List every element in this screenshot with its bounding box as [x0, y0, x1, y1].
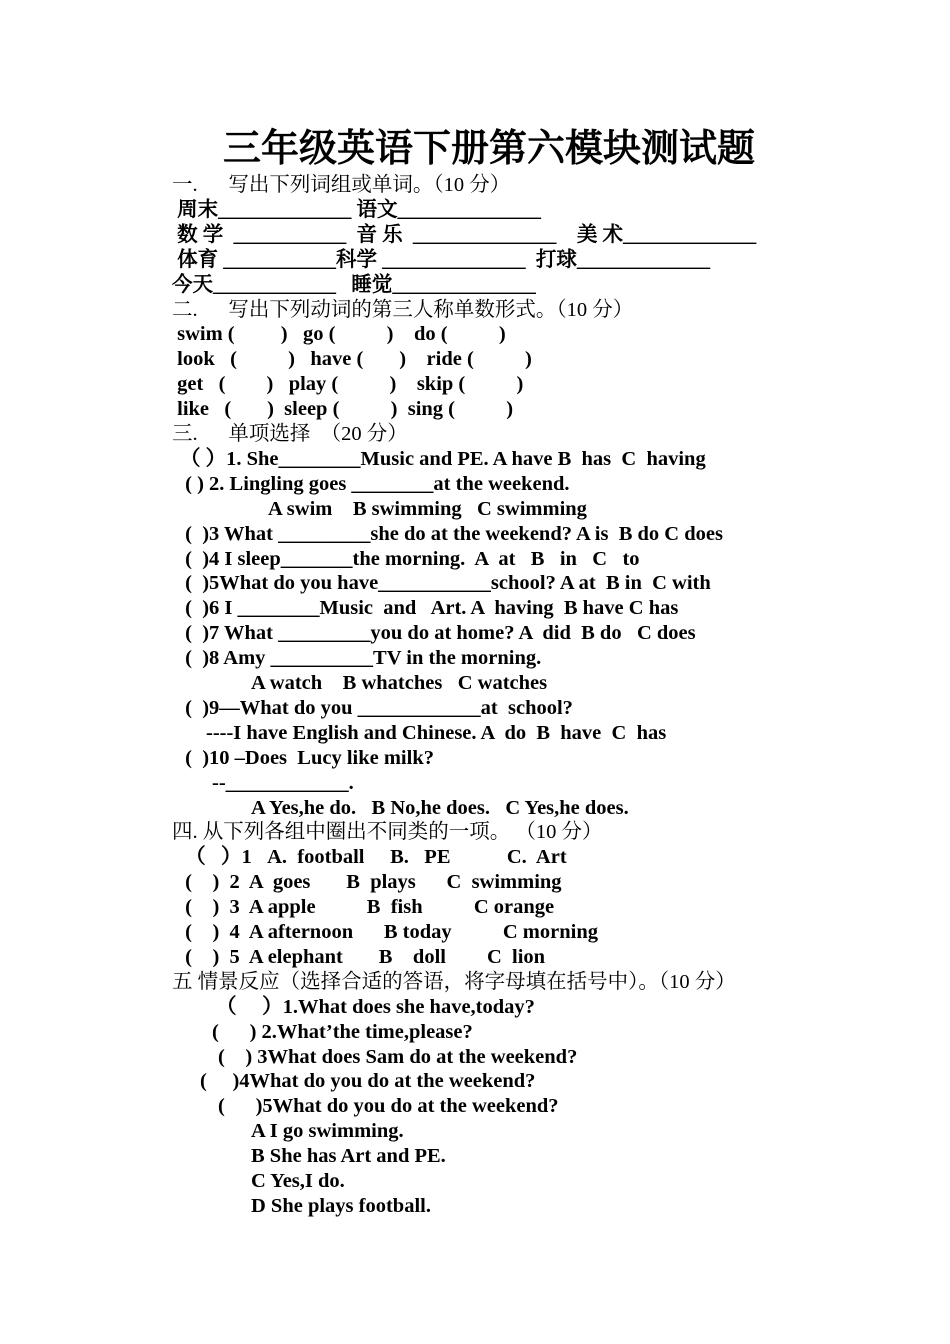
exam-line: ( )3 What _________she do at the weekend? A is B do C does [180, 522, 723, 545]
section-heading: 三. 单项选择 （20 分） [172, 423, 408, 445]
exam-line: ( )4What do you do at the weekend? [200, 1070, 536, 1093]
exam-line: C Yes,I do. [251, 1170, 345, 1192]
exam-line: （ ）1 A. football B. PE C. Art [180, 846, 567, 869]
exam-line: A Yes,he do. B No,he does. C Yes,he does. [251, 796, 629, 819]
exam-line: A watch B whatches C watches [251, 672, 548, 694]
exam-line: ( )5What do you have___________school? A at B in C with [180, 572, 711, 595]
exam-line: 体育 ___________科学 ______________ 打球_____________ [172, 248, 711, 271]
section-heading: 五 情景反应（选择合适的答语，将字母填在括号中）。（10 分） [172, 970, 736, 993]
exam-line: ( )9—What do you ____________at school? [180, 696, 573, 719]
exam-line: look ( ) have ( ) ride ( ) [172, 348, 532, 371]
exam-line: ( )8 Amy __________TV in the morning. [180, 647, 542, 670]
exam-line: ( )6 I ________Music and Art. A having B have C has [180, 597, 679, 620]
exam-line: get ( ) play ( ) skip ( ) [172, 373, 524, 396]
page-title: 三年级英语下册第六模块测试题 [222, 128, 755, 170]
exam-line: 周末_____________ 语文______________ [172, 198, 541, 221]
exam-line: ( )5What do you do at the weekend? [218, 1095, 559, 1118]
exam-line: 今天____________ 睡觉______________ [172, 273, 536, 296]
section-heading: 四. 从下列各组中圈出不同类的一项。 （10 分） [172, 821, 603, 844]
exam-line: ( ) 3What does Sam do at the weekend? [218, 1045, 578, 1068]
exam-line: （ ）1.What does she have,today? [216, 995, 535, 1018]
exam-line: 数 学 ___________ 音 乐 ______________ 美 术_____________ [172, 223, 757, 246]
exam-line: ( ) 3 A apple B fish C orange [180, 896, 555, 919]
exam-line: ( ) 4 A afternoon B today C morning [180, 921, 598, 943]
exam-line: B She has Art and PE. [251, 1145, 446, 1168]
exam-line: --____________. [212, 771, 354, 794]
exam-line: A I go swimming. [251, 1120, 404, 1143]
section-heading: 二. 写出下列动词的第三人称单数形式。（10 分） [172, 298, 634, 321]
exam-line: swim ( ) go ( ) do ( ) [172, 323, 506, 346]
exam-line: ( ) 2 A goes B plays C swimming [180, 871, 562, 894]
section-heading: 一. 写出下列词组或单词。（10 分） [172, 174, 511, 196]
exam-line: ( )4 I sleep_______the morning. A at B in C to [180, 547, 640, 570]
exam-line: ( ) 5 A elephant B doll C lion [180, 945, 546, 968]
exam-line: like ( ) sleep ( ) sing ( ) [172, 398, 514, 421]
exam-line: ----I have English and Chinese. A do B have C has [206, 721, 667, 744]
exam-line: A swim B swimming C swimming [268, 497, 587, 520]
exam-line: D She plays football. [251, 1194, 431, 1217]
exam-line: ( ) 2. Lingling goes ________at the weekend. [180, 472, 570, 495]
exam-line: （ ）1. She________Music and PE. A have B has C having [180, 447, 706, 470]
exam-line: ( )7 What _________you do at home? A did B do C does [180, 622, 696, 645]
exam-line: ( )10 –Does Lucy like milk? [180, 746, 434, 769]
exam-line: ( ) 2.What’the time,please? [212, 1020, 473, 1043]
